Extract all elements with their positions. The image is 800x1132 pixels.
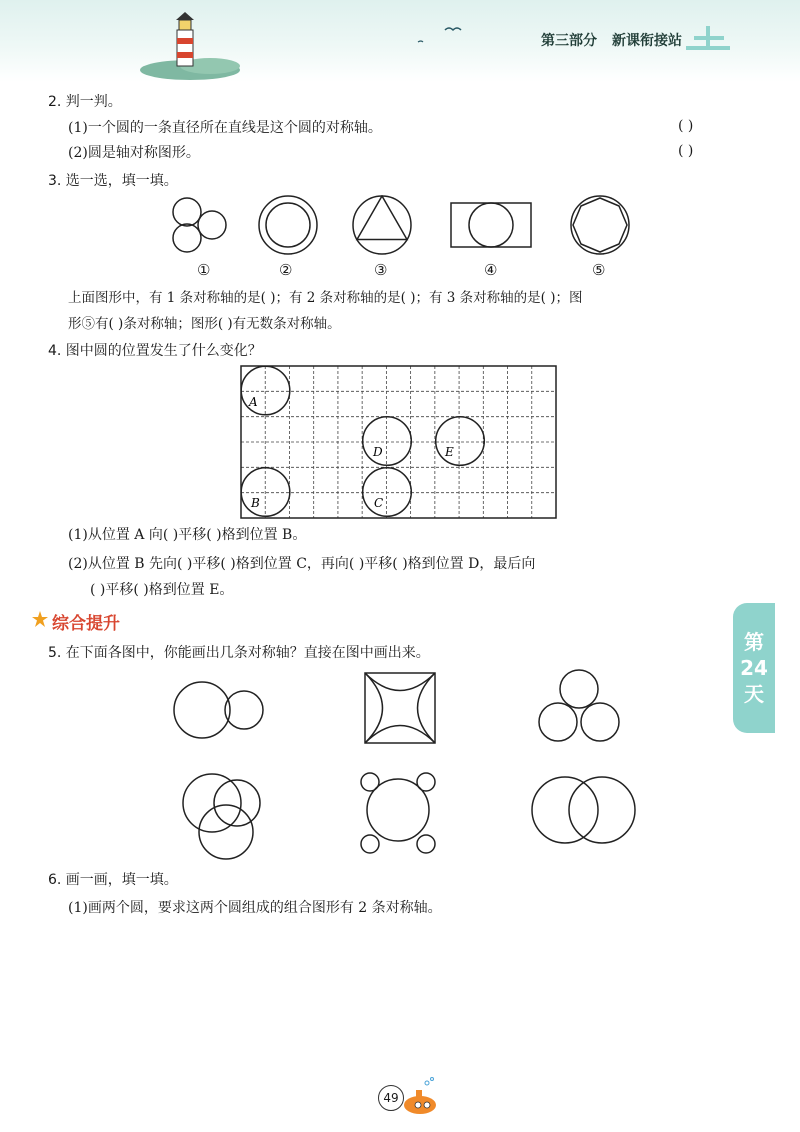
q4-circle-d [363, 417, 412, 466]
q5-figures [160, 660, 650, 870]
q5-figure-5 [361, 773, 435, 853]
side-tab-line-3: 天 [744, 682, 764, 706]
q3-label-1: ① [197, 261, 211, 279]
q3-title: 3. 选一选，填一填。 [48, 173, 178, 189]
q5-figure-4 [183, 774, 260, 859]
q3-label-3: ③ [374, 261, 388, 279]
q4-grid-figure [240, 365, 560, 520]
star-icon [32, 611, 48, 627]
q2-item-1-answer-paren[interactable]: ( ) [678, 118, 694, 134]
q3-figure-3 [353, 196, 411, 254]
side-tab-line-1: 第 [744, 630, 764, 654]
header-part: 第三部分 [541, 33, 597, 49]
lighthouse-icon [176, 12, 194, 66]
q4-circle-e [436, 417, 485, 466]
q3-line-2: 形⑤有( )条对称轴；图形( )有无数条对称轴。 [68, 316, 341, 332]
q3-figure-5 [571, 196, 629, 254]
side-tab-day [733, 603, 775, 733]
q2-item-1: (1)一个圆的一条直径所在直线是这个圆的对称轴。 [68, 120, 382, 136]
q5-figure-3 [539, 670, 619, 741]
q2-item-2: (2)圆是轴对称图形。 [68, 145, 200, 161]
q3-label-5: ⑤ [592, 261, 606, 279]
q4-line-2: (2)从位置 B 先向( )平移( )格到位置 C，再向( )平移( )格到位置 D，最后向 [68, 556, 536, 572]
header-right-decoration [686, 26, 730, 50]
q4-label-e: E [445, 445, 454, 459]
submarine-icon [394, 1075, 444, 1120]
q4-line-3: ( )平移( )格到位置 E。 [90, 582, 234, 598]
q3-figure-2 [259, 196, 317, 254]
side-tab-line-2: 24 [740, 656, 768, 680]
q5-figure-6 [532, 777, 635, 843]
q3-figure-1 [173, 198, 226, 252]
q2-title: 2. 判一判。 [48, 94, 122, 110]
section-title: 综合提升 [52, 614, 120, 634]
q6-title: 6. 画一画，填一填。 [48, 872, 178, 888]
q3-line-1: 上面图形中，有 1 条对称轴的是( )；有 2 条对称轴的是( )；有 3 条对称轴的是( )；图 [68, 290, 583, 306]
q2-item-2-answer-paren[interactable]: ( ) [678, 143, 694, 159]
q3-figure-4 [451, 203, 531, 247]
q4-circle-c [363, 468, 412, 517]
q6-item-1: (1)画两个圆，要求这两个圆组成的组合图形有 2 条对称轴。 [68, 900, 442, 916]
q3-label-4: ④ [484, 261, 498, 279]
q4-label-c: C [374, 496, 384, 510]
bird-icon [418, 41, 423, 42]
q3-label-2: ② [279, 261, 293, 279]
q5-figure-1 [174, 682, 263, 738]
q4-label-a: A [249, 395, 258, 409]
q5-title: 5. 在下面各图中，你能画出几条对称轴？直接在图中画出来。 [48, 645, 430, 661]
q4-title: 4. 图中圆的位置发生了什么变化？ [48, 343, 262, 359]
page-number: 49 [378, 1085, 404, 1111]
q4-label-b: B [251, 496, 260, 510]
q3-figures [150, 195, 650, 280]
header-title: 新课衔接站 [612, 33, 682, 49]
q4-line-1: (1)从位置 A 向( )平移( )格到位置 B。 [68, 527, 307, 543]
bird-icon [445, 28, 461, 30]
q4-label-d: D [373, 445, 383, 459]
q4-grid-lines [241, 366, 556, 518]
q5-figure-2 [365, 673, 435, 743]
